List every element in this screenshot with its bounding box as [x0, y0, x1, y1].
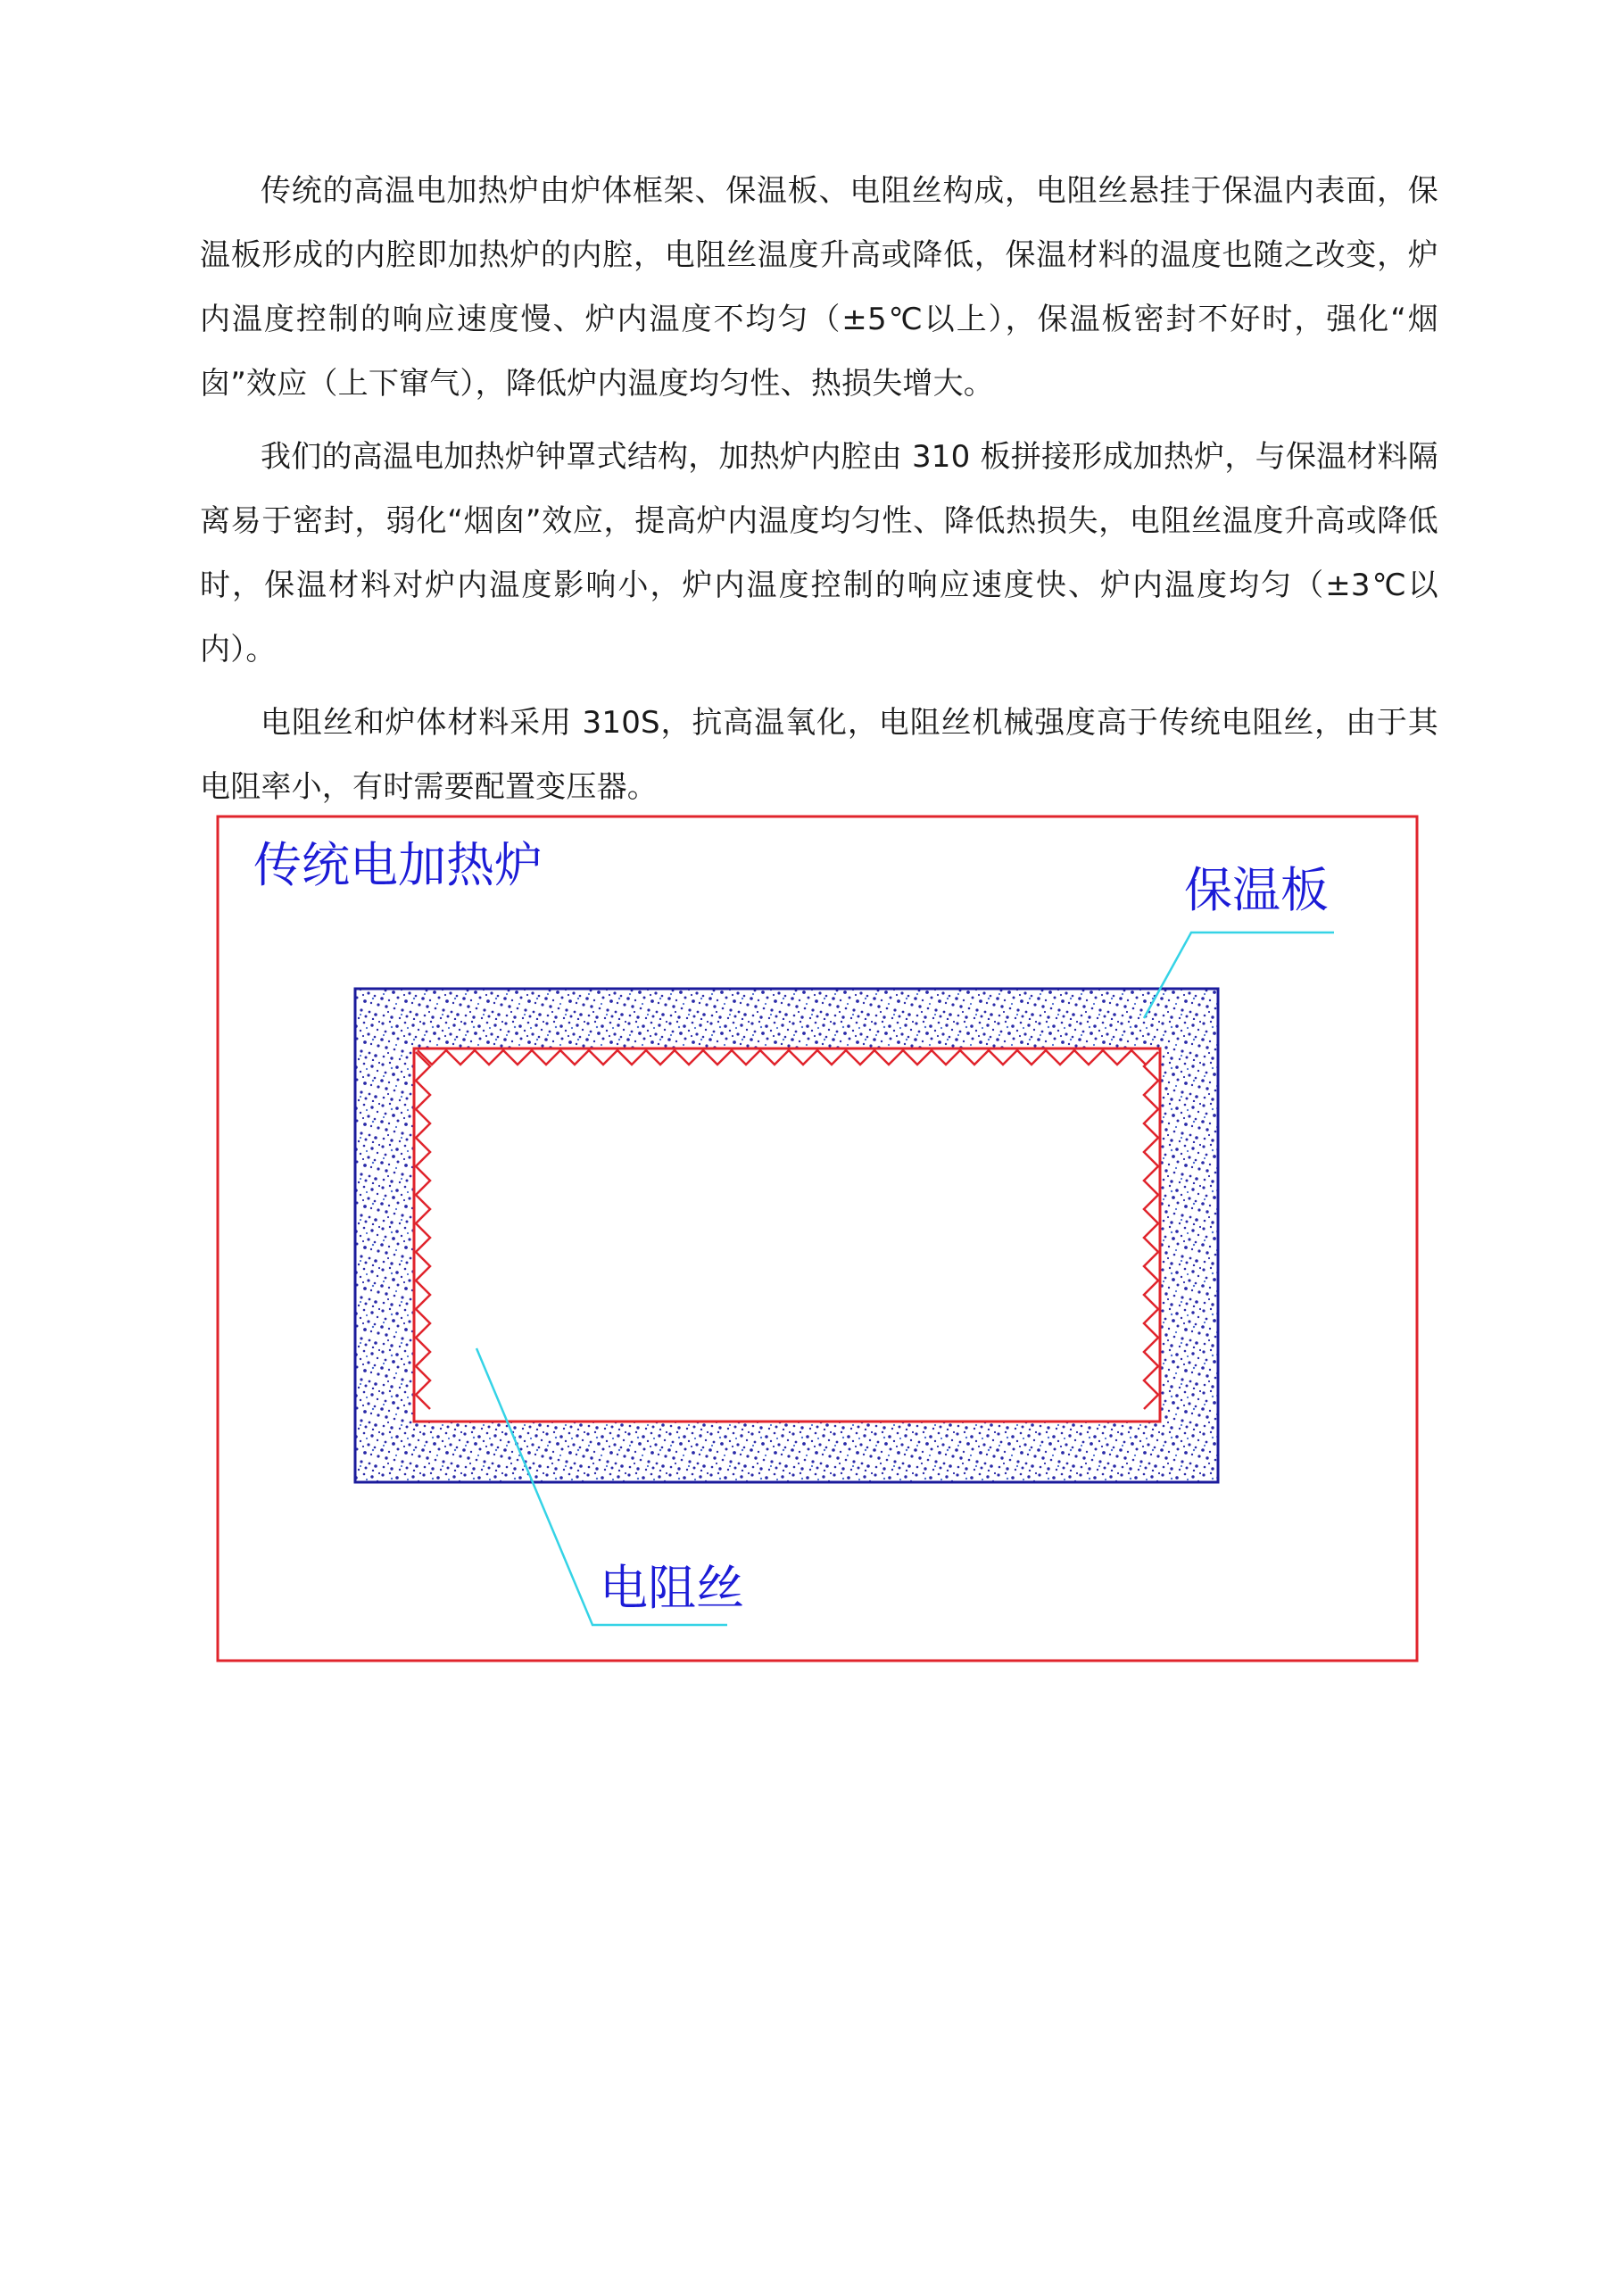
furnace-diagram	[216, 815, 1419, 1662]
inner-cavity	[414, 1049, 1160, 1422]
paragraph-bell-furnace: 我们的高温电加热炉钟罩式结构，加热炉内腔由 310 板拼接形成加热炉，与保温材料隔离易于密封，弱化“烟囱”效应，提高炉内温度均匀性、降低热损失，电阻丝温度升高或降低时，保温材料对炉内温度影响小，炉内温度控制的响应速度快、炉内温度均匀（±3℃以内）。	[200, 439, 1438, 667]
furnace-diagram-svg	[216, 815, 1419, 1662]
label-resistance-wire: 电阻丝	[600, 1560, 744, 1616]
body-text	[200, 159, 1438, 828]
paragraph-traditional-furnace: 传统的高温电加热炉由炉体框架、保温板、电阻丝构成，电阻丝悬挂于保温内表面，保温板形成的内腔即加热炉的内腔，电阻丝温度升高或降低，保温材料的温度也随之改变，炉内温度控制的响应速度慢、炉内温度不均匀（±5℃以上），保温板密封不好时，强化“烟囱”效应（上下窜气），降低炉内温度均匀性、热损失增大。	[200, 173, 1438, 402]
label-insulation-board: 保温板	[1184, 862, 1329, 918]
paragraph-materials: 电阻丝和炉体材料采用 310S，抗高温氧化，电阻丝机械强度高于传统电阻丝，由于其电阻率小，有时需要配置变压器。	[200, 705, 1438, 805]
figure-title: 传统电加热炉	[253, 837, 543, 893]
